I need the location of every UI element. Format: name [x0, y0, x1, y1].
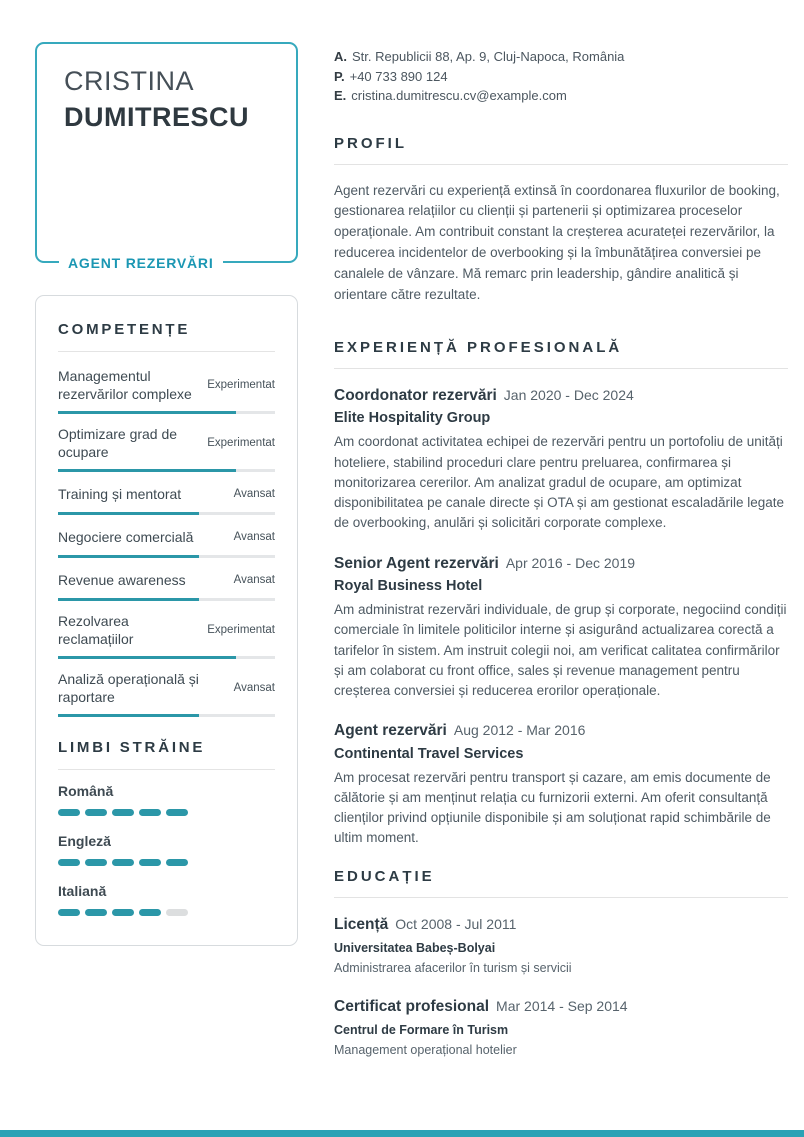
contact-phone: [334, 67, 788, 87]
skill-level: Avansat: [233, 682, 275, 695]
job-title: Agent rezervări: [334, 722, 447, 740]
phone-value: +40 733 890 124: [349, 68, 448, 84]
language-level-pill: [166, 859, 188, 866]
skill-bar: [58, 656, 275, 659]
language-item: [58, 833, 275, 866]
language-level-pill: [58, 859, 80, 866]
language-level-pill: [58, 809, 80, 816]
job-description: Am administrat rezervări individuale, de grup și corporate, negociind condiții comerciale în limitele politicilor interne și asigurând actualizarea corectă a tarifelor în sistem. Am instruit colegii noi, am verificat calitatea confirmărilor și am colaborat cu front office, sales și revenue management pentru creșterea conversiei și reducerea erorilor operaționale.: [334, 602, 787, 699]
skill-name: Revenue awareness: [58, 571, 186, 588]
education-dates: Oct 2008 - Jul 2011: [395, 915, 517, 932]
skill-name: Rezolvarea reclamațiilor: [58, 612, 134, 648]
divider: [334, 368, 788, 369]
contact-block: [334, 47, 788, 106]
skill-bar-fill: [58, 469, 236, 472]
skill-bar: [58, 598, 275, 601]
skill-item: [58, 481, 275, 515]
language-item: [58, 883, 275, 916]
language-level-pill: [85, 809, 107, 816]
divider: [334, 897, 788, 898]
job-description: Am procesat rezervări pentru transport și cazare, am emis documente de călătorie și am menținut relația cu furnizorii externi. Am oferit consultanță clienților privind opțiunile disponibile și am soluționat rapid schimbările de ultim moment.: [334, 769, 771, 846]
email-value: cristina.dumitrescu.cv@example.com: [351, 88, 567, 103]
address-value: Str. Republicii 88, Ap. 9, Cluj-Napoca, România: [352, 49, 625, 64]
skill-bar: [58, 714, 275, 717]
email-label: E.: [334, 88, 347, 103]
skill-bar: [58, 469, 275, 472]
language-level-pill: [139, 909, 161, 916]
divider: [334, 164, 788, 165]
skill-level: Avansat: [233, 573, 275, 586]
profile-heading: PROFIL: [334, 134, 407, 152]
languages-heading: LIMBI STRĂINE: [58, 738, 206, 756]
address-label: A.: [334, 49, 347, 64]
phone-label: P.: [334, 68, 345, 84]
language-level-pill: [58, 909, 80, 916]
education-degree: Licență: [334, 915, 389, 933]
education-section: [334, 868, 788, 1058]
skill-level: Avansat: [233, 530, 275, 543]
skill-bar-fill: [58, 411, 236, 414]
skill-bar-fill: [58, 714, 199, 717]
education-entry: [334, 914, 788, 975]
experience-heading: EXPERIENȚĂ PROFESIONALĂ: [334, 339, 623, 357]
sidebar-card: [35, 295, 298, 946]
language-level-pill: [112, 859, 134, 866]
language-level-pill: [85, 909, 107, 916]
experience-entry: [334, 385, 788, 534]
skill-name: Analiză operațională și raportare: [58, 670, 199, 706]
job-dates: Apr 2016 - Dec 2019: [505, 554, 636, 571]
skill-item: [58, 423, 275, 472]
education-heading: EDUCAȚIE: [334, 867, 435, 885]
skill-name: Managementul rezervărilor complexe: [58, 368, 192, 403]
language-name: Română: [58, 782, 114, 799]
experience-section: [334, 339, 788, 849]
education-description: Administrarea afacerilor în turism și servicii: [334, 961, 572, 976]
skill-bar-fill: [58, 656, 236, 659]
skill-item: [58, 365, 275, 414]
skill-bar: [58, 512, 275, 515]
language-level-pill: [112, 809, 134, 816]
skill-level: Experimentat: [207, 437, 275, 450]
skill-level: Experimentat: [207, 624, 275, 637]
job-title-badge: AGENT REZERVĂRI: [59, 255, 223, 271]
language-level-pill: [166, 809, 188, 816]
skills-heading: COMPETENȚE: [58, 321, 191, 338]
skill-name: Negociere comercială: [58, 528, 194, 545]
job-title: Senior Agent rezervări: [334, 554, 499, 572]
skill-item: [58, 524, 275, 558]
education-school: Centrul de Formare în Turism: [334, 1023, 509, 1038]
language-level-bar: [58, 909, 275, 916]
language-level-pill: [166, 909, 188, 916]
skill-name: Optimizare grad de ocupare: [58, 425, 178, 461]
first-name: CRISTINA: [64, 66, 195, 96]
education-description: Management operațional hotelier: [334, 1043, 517, 1058]
profile-text: Agent rezervări cu experiență extinsă în coordonarea fluxurilor de booking, gestionarea relațiilor cu clienții și partenerii și optimizarea proceselor operaționale. Am contribuit constant la creșterea acurateței rezervărilor, la reducerea incidentelor de overbooking și la îmbunătățirea conversiei pe canalele de vânzare. Mă remarc prin leadership, gândire analitică și orientare către rezultate.: [334, 182, 780, 303]
skill-bar-fill: [58, 555, 199, 558]
education-degree: Certificat profesional: [334, 998, 490, 1016]
language-item: [58, 783, 275, 816]
divider: [58, 351, 275, 352]
skill-bar: [58, 411, 275, 414]
experience-entry: [334, 553, 788, 702]
job-description: Am coordonat activitatea echipei de rezervări pentru un portofoliu de unități hoteliere, stabilind proceduri clare pentru preluarea, confirmarea și monitorizarea cererilor. Am analizat gradul de ocupare, am optimizat disponibilitatea pe canale directe și OTA și am gestionat escaladările legate de overbooking, anulări și solicitări corporate complexe.: [334, 434, 785, 531]
education-school: Universitatea Babeș-Bolyai: [334, 941, 496, 956]
job-company: Royal Business Hotel: [334, 578, 483, 595]
language-level-pill: [85, 859, 107, 866]
left-column: [35, 42, 298, 1078]
education-dates: Mar 2014 - Sep 2014: [496, 998, 628, 1015]
language-name: Italiană: [58, 882, 107, 899]
job-dates: Aug 2012 - Mar 2016: [453, 722, 586, 739]
job-dates: Jan 2020 - Dec 2024: [503, 387, 634, 404]
skill-bar-fill: [58, 598, 199, 601]
skill-item: [58, 567, 275, 601]
language-level-pill: [112, 909, 134, 916]
main-column: [334, 42, 788, 1078]
skill-name: Training și mentorat: [58, 485, 182, 502]
language-level-pill: [139, 809, 161, 816]
name-card: [35, 42, 298, 271]
job-title: Coordonator rezervări: [334, 387, 497, 405]
footer-accent-bar: [0, 1130, 804, 1137]
education-entry: [334, 996, 788, 1057]
language-level-bar: [58, 859, 275, 866]
last-name: DUMITRESCU: [64, 101, 249, 132]
job-company: Continental Travel Services: [334, 745, 524, 762]
profile-section: [334, 135, 788, 307]
job-company: Elite Hospitality Group: [334, 410, 491, 427]
skill-bar-fill: [58, 512, 199, 515]
skill-level: Experimentat: [207, 379, 275, 392]
skill-item: [58, 610, 275, 659]
divider: [58, 769, 275, 770]
skill-level: Avansat: [233, 487, 275, 500]
experience-entry: [334, 720, 788, 848]
skill-bar: [58, 555, 275, 558]
contact-address: [334, 47, 788, 67]
language-level-pill: [139, 859, 161, 866]
language-name: Engleză: [58, 832, 111, 849]
contact-email: [334, 86, 788, 106]
language-level-bar: [58, 809, 275, 816]
skill-item: [58, 668, 275, 717]
